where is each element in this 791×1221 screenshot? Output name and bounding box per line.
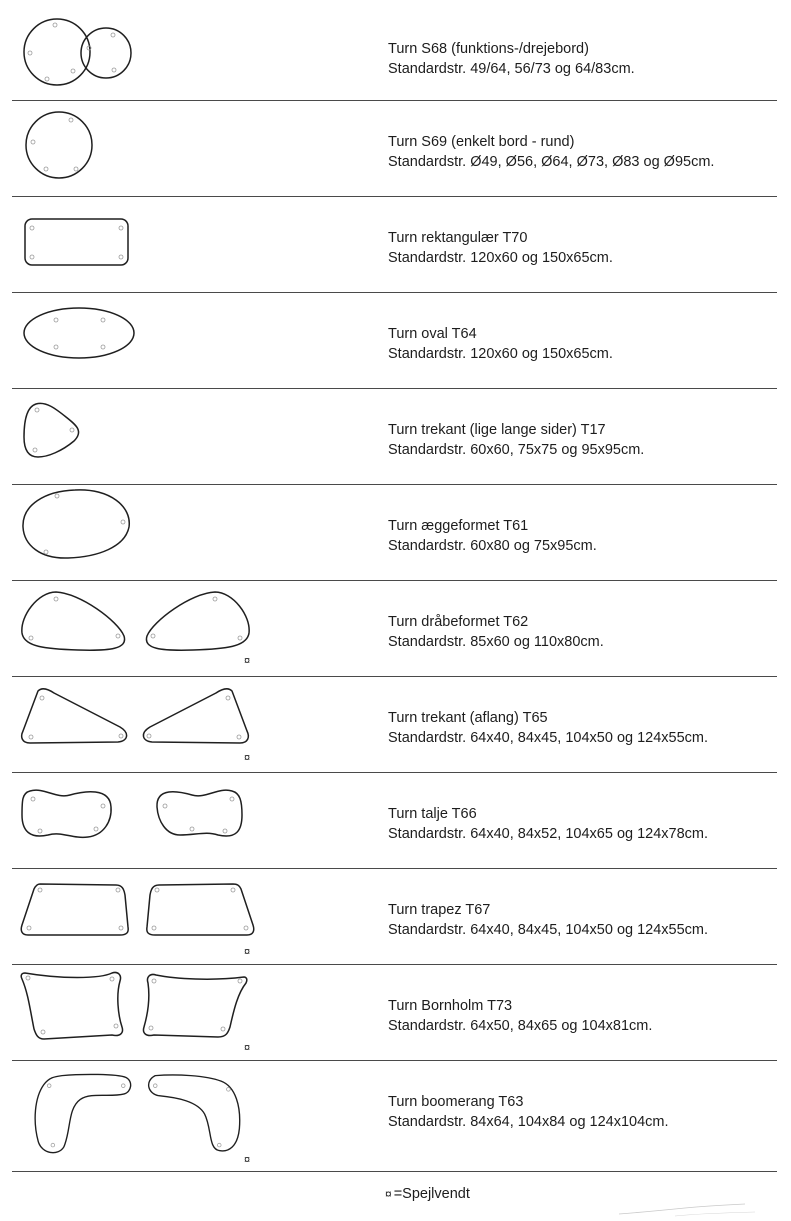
entry-t73 xyxy=(0,965,791,1061)
entry-title: Turn S68 (funktions-/drejebord) xyxy=(388,41,589,57)
entry-title: Turn oval T64 xyxy=(388,326,477,342)
entry-t65 xyxy=(0,677,791,773)
entry-t66 xyxy=(0,773,791,869)
entry-sizes: Standardstr. 85x60 og 110x80cm. xyxy=(388,633,604,650)
mirror-symbol: ¤ xyxy=(244,752,251,764)
entry-title: Turn trapez T67 xyxy=(388,902,491,918)
entry-sizes: Standardstr. 120x60 og 150x65cm. xyxy=(388,249,613,266)
mirror-symbol: ¤ xyxy=(244,946,251,958)
entry-sizes: Standardstr. 60x80 og 75x95cm. xyxy=(388,537,597,554)
entry-t63 xyxy=(0,1061,791,1166)
mirror-symbol: ¤ xyxy=(244,1042,251,1054)
entry-title: Turn dråbeformet T62 xyxy=(388,614,529,630)
entry-sizes: Standardstr. 64x40, 84x45, 104x50 og 124x55cm. xyxy=(388,729,709,746)
entry-title: Turn Bornholm T73 xyxy=(388,998,513,1014)
t70-shape-icon xyxy=(0,197,380,293)
t63-shape-icon xyxy=(0,1061,380,1157)
entry-sizes: Standardstr. 64x50, 84x65 og 104x81cm. xyxy=(388,1017,653,1034)
entry-t17 xyxy=(0,389,791,485)
entry-t70 xyxy=(0,197,791,293)
entry-title: Turn rektangulær T70 xyxy=(388,230,528,246)
entry-sizes: Standardstr. Ø49, Ø56, Ø64, Ø73, Ø83 og Ø95cm. xyxy=(388,153,715,170)
t64-shape-icon xyxy=(0,293,380,389)
entry-sizes: Standardstr. 64x40, 84x52, 104x65 og 124x78cm. xyxy=(388,825,709,842)
t17-shape-icon xyxy=(0,389,380,485)
mirror-symbol: ¤ xyxy=(244,1154,251,1166)
t66-shape-icon xyxy=(0,773,380,869)
mirror-symbol: ¤ xyxy=(244,655,251,667)
legend-text: =Spejlvendt xyxy=(393,1186,470,1202)
entry-t62 xyxy=(0,581,791,677)
entry-sizes: Standardstr. 49/64, 56/73 og 64/83cm. xyxy=(388,60,635,77)
t62-shape-icon xyxy=(0,581,380,677)
t65-shape-icon xyxy=(0,677,380,773)
entry-t64 xyxy=(0,293,791,389)
entry-title: Turn S69 (enkelt bord - rund) xyxy=(388,134,575,150)
t61-shape-icon xyxy=(0,485,380,581)
s69-shape-icon xyxy=(0,101,380,197)
legend-symbol: ¤ xyxy=(385,1187,392,1201)
t67-shape-icon xyxy=(0,869,380,965)
entry-sizes: Standardstr. 84x64, 104x84 og 124x104cm. xyxy=(388,1113,669,1130)
entry-title: Turn trekant (aflang) T65 xyxy=(388,710,548,726)
entry-sizes: Standardstr. 64x40, 84x45, 104x50 og 124x55cm. xyxy=(388,921,709,938)
t73-shape-icon xyxy=(0,965,380,1061)
entry-title: Turn boomerang T63 xyxy=(388,1094,524,1110)
entry-sizes: Standardstr. 60x60, 75x75 og 95x95cm. xyxy=(388,441,645,458)
entry-t61 xyxy=(0,485,791,581)
entry-sizes: Standardstr. 120x60 og 150x65cm. xyxy=(388,345,613,362)
entry-title: Turn talje T66 xyxy=(388,806,477,822)
entry-s69 xyxy=(0,101,791,197)
entry-title: Turn æggeformet T61 xyxy=(388,518,529,534)
divider xyxy=(12,1171,777,1172)
entry-s68 xyxy=(0,8,791,104)
entry-title: Turn trekant (lige lange sider) T17 xyxy=(388,422,606,438)
s68-shape-icon xyxy=(0,8,380,104)
legend xyxy=(385,1185,470,1203)
pencil-scribble xyxy=(615,1196,765,1220)
entry-t67 xyxy=(0,869,791,965)
